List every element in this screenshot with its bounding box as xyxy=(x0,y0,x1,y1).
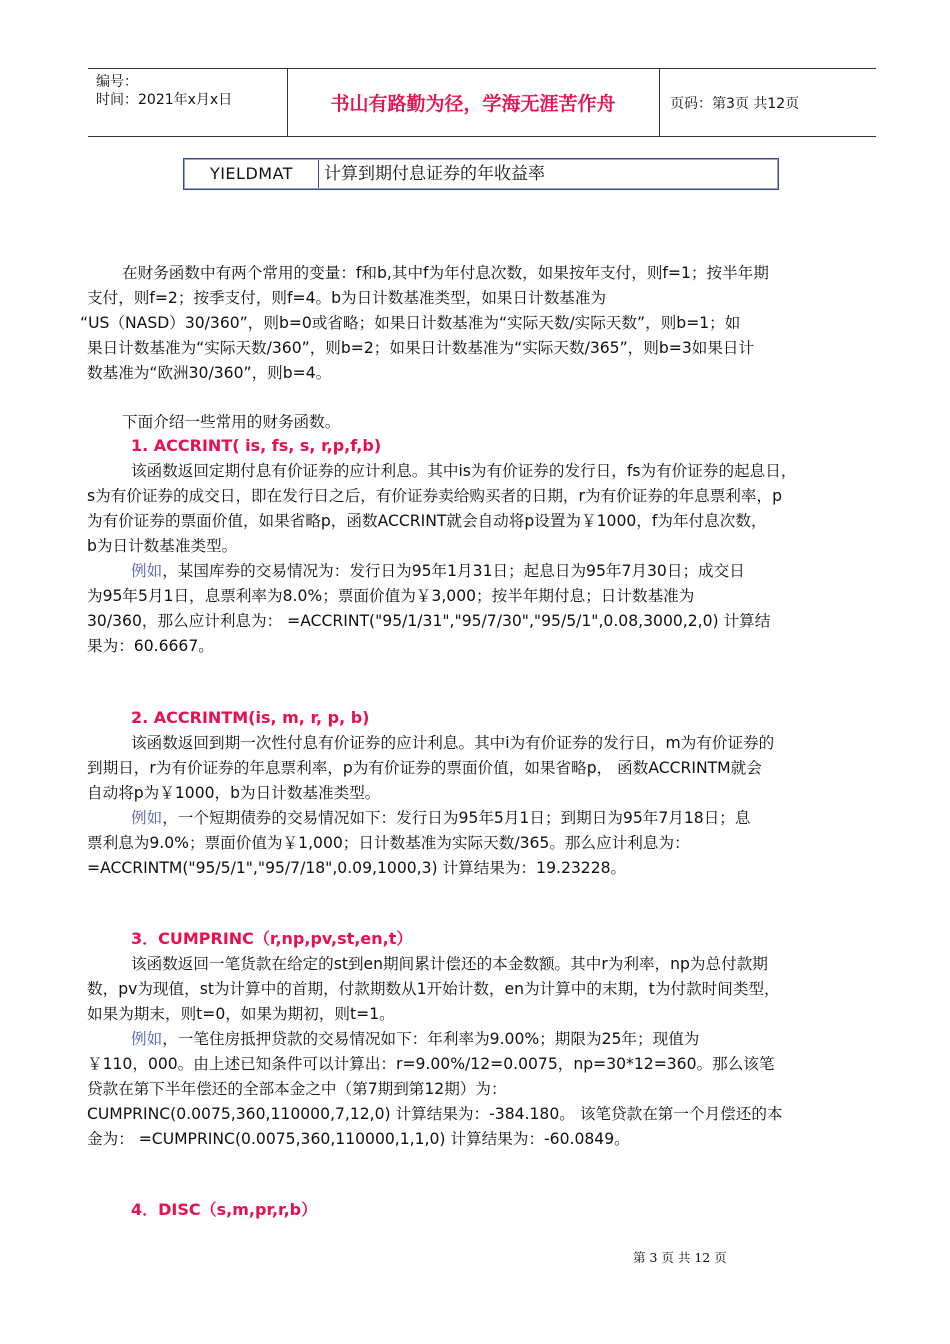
lead-text: 下面介绍一些常用的财务函数。 xyxy=(122,413,341,431)
section-body-line: 该函数返回一笔货款在给定的st到en期间累计偿还的本金数额。其中r为利率，np为总付款期 xyxy=(131,955,768,973)
motto: 书山有路勤为径，学海无涯苦作舟 xyxy=(330,93,616,115)
example-line: 为95年5月1日，息票利率为8.0%；票面价值为￥3,000；按半年期付息；日计数基准为 xyxy=(87,587,695,605)
example-label: 例如 xyxy=(131,1030,163,1048)
example-line: 30/360，那么应计利息为： =ACCRINT("95/1/31","95/7/30","95/5/1",0.08,3000,2,0) 计算结 xyxy=(87,612,771,630)
section-body-line: b为日计数基准类型。 xyxy=(87,537,238,555)
function-description: 计算到期付息证券的年收益率 xyxy=(324,164,545,184)
header-page-cell xyxy=(660,69,876,136)
example-label: 例如 xyxy=(131,562,163,580)
page-footer: 第 3 页 共 12 页 xyxy=(633,1250,727,1265)
section-body-line: 为有价证券的票面价值，如果省略p，函数ACCRINT就会自动将p设置为￥1000，f为年付息次数， xyxy=(87,512,767,530)
section-body-line: 到期日，r为有价证券的年息票利率，p为有价证券的票面价值，如果省略p， 函数ACCRINTM就会 xyxy=(87,759,762,777)
section-heading: 3．CUMPRINC（r,np,pv,st,en,t） xyxy=(131,929,413,948)
example-line: 票利息为9.0%；票面价值为￥1,000；日计数基准为实际天数/365。那么应计利息为： xyxy=(87,834,690,852)
section-body-line: 数，pv为现值，st为计算中的首期，付款期数从1开始计数，en为计算中的末期，t为付款时间类型， xyxy=(87,980,780,998)
section-body-line: s为有价证券的成交日，即在发行日之后，有价证券卖给购买者的日期，r为有价证券的年息票利率，p xyxy=(87,487,782,505)
time-label: 时间：2021年x月x日 xyxy=(96,92,233,108)
example-line: 金为： =CUMPRINC(0.0075,360,110000,1,1,0) 计算结果为：-60.0849。 xyxy=(87,1130,630,1148)
example-label: 例如 xyxy=(131,809,163,827)
example-line xyxy=(131,559,745,583)
example-line: 贷款在第下半年偿还的全部本金之中（第7期到第12期）为： xyxy=(87,1080,507,1098)
example-text: ，某国库券的交易情况为：发行日为95年1月31日；起息日为95年7月30日；成交日 xyxy=(162,562,745,580)
example-line: ￥110，000。由上述已知条件可以计算出：r=9.00%/12=0.0075，np=30*12=360。那么该笔 xyxy=(87,1055,775,1073)
section-heading: 1. ACCRINT( is, fs, s, r,p,f,b) xyxy=(131,436,382,455)
section-body-line: 该函数返回到期一次性付息有价证券的应计利息。其中i为有价证券的发行日，m为有价证券的 xyxy=(131,734,775,752)
section-body-line: 自动将p为￥1000，b为日计数基准类型。 xyxy=(87,784,381,802)
function-name: YIELDMAT xyxy=(185,160,319,188)
section-body-line: 如果为期末，则t=0，如果为期初，则t=1。 xyxy=(87,1005,395,1023)
number-label: 编号： xyxy=(96,74,138,90)
example-line xyxy=(131,806,751,830)
header-info-cell xyxy=(88,69,288,136)
intro-line: 支付，则f=2；按季支付，则f=4。b为日计数基准类型，如果日计数基准为 xyxy=(87,289,607,307)
example-line: =ACCRINTM("95/5/1","95/7/18",0.09,1000,3) 计算结果为：19.23228。 xyxy=(87,859,627,877)
example-text: ，一个短期债券的交易情况如下：发行日为95年5月1日；到期日为95年7月18日；息 xyxy=(162,809,751,827)
page-label: 页码：第3页 共12页 xyxy=(670,95,800,112)
intro-line: 在财务函数中有两个常用的变量：f和b,其中f为年付息次数，如果按年支付，则f=1；按半年期 xyxy=(122,264,769,282)
function-table-row xyxy=(183,158,779,190)
example-line: 果为：60.6667。 xyxy=(87,637,214,655)
intro-line: 果日计数基准为“实际天数/360”，则b=2；如果日计数基准为“实际天数/365”，则b=3如果日计 xyxy=(87,339,755,357)
example-text: ，一笔住房抵押贷款的交易情况如下：年利率为9.00%；期限为25年；现值为 xyxy=(162,1030,700,1048)
intro-line: 数基准为“欧洲30/360”，则b=4。 xyxy=(87,364,332,382)
example-line: CUMPRINC(0.0075,360,110000,7,12,0) 计算结果为：-384.180。 该笔贷款在第一个月偿还的本 xyxy=(87,1105,783,1123)
section-body-line: 该函数返回定期付息有价证券的应计利息。其中is为有价证券的发行日，fs为有价证券的起息日， xyxy=(131,462,797,480)
intro-line: “US（NASD）30/360”，则b=0或省略；如果日计数基准为“实际天数/实际天数”，则b=1；如 xyxy=(80,314,741,332)
example-line xyxy=(131,1027,699,1051)
section-heading: 4．DISC（s,m,pr,r,b） xyxy=(131,1200,318,1219)
header-motto-cell xyxy=(287,69,660,136)
section-heading: 2. ACCRINTM(is, m, r, p, b) xyxy=(131,708,370,727)
page-header xyxy=(88,68,876,137)
